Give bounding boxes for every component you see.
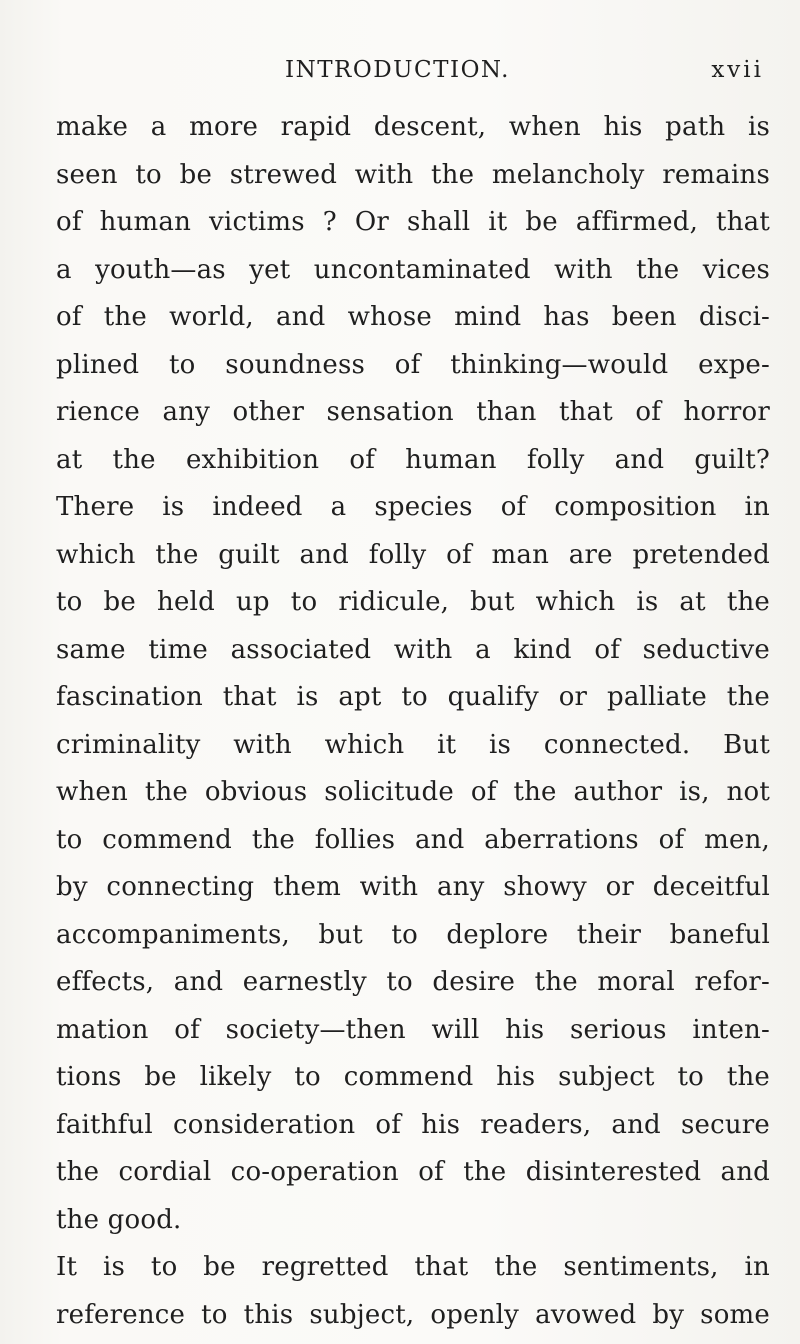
page-number: xvii <box>711 57 764 83</box>
text-line: reference to this subject, openly avowed by some <box>56 1299 770 1330</box>
text-line: to commend the follies and aberrations of men, <box>56 824 770 855</box>
text-line: criminality with which it is connected. But <box>56 729 770 760</box>
text-line: seen to be strewed with the melancholy remains <box>56 159 770 190</box>
body-text <box>56 104 770 1339</box>
text-line: which the guilt and folly of man are pretended <box>56 539 770 570</box>
text-line: accompaniments, but to deplore their baneful <box>56 919 770 950</box>
text-line: make a more rapid descent, when his path is <box>56 112 770 142</box>
text-line: mation of society—then will his serious inten- <box>56 1014 770 1045</box>
text-line: faithful consideration of his readers, and secure <box>56 1109 770 1140</box>
text-line: at the exhibition of human folly and guilt? <box>56 444 770 475</box>
text-line: of the world, and whose mind has been disci- <box>56 302 770 332</box>
running-head <box>40 55 770 95</box>
text-line: same time associated with a kind of seductive <box>56 634 770 665</box>
text-line: the cordial co-operation of the disinterested and <box>56 1157 770 1187</box>
text-line: tions be likely to commend his subject to the <box>56 1062 770 1092</box>
text-line: rience any other sensation than that of horror <box>56 397 770 427</box>
text-line: to be held up to ridicule, but which is at the <box>56 587 770 617</box>
text-line: fascination that is apt to qualify or palliate the <box>56 682 770 712</box>
text-line: the good. <box>56 1204 182 1235</box>
text-line: It is to be regretted that the sentiments, in <box>56 1252 770 1282</box>
text-line: plined to soundness of thinking—would expe- <box>56 349 770 380</box>
text-line: a youth—as yet uncontaminated with the vices <box>56 254 770 285</box>
text-line: There is indeed a species of composition in <box>56 492 770 522</box>
text-line: of human victims ? Or shall it be affirmed, that <box>56 207 770 237</box>
text-line: by connecting them with any showy or deceitful <box>56 872 770 902</box>
running-title: INTRODUCTION. <box>285 57 510 83</box>
text-line: when the obvious solicitude of the author is, not <box>56 777 770 807</box>
text-line: effects, and earnestly to desire the moral refor- <box>56 967 770 997</box>
